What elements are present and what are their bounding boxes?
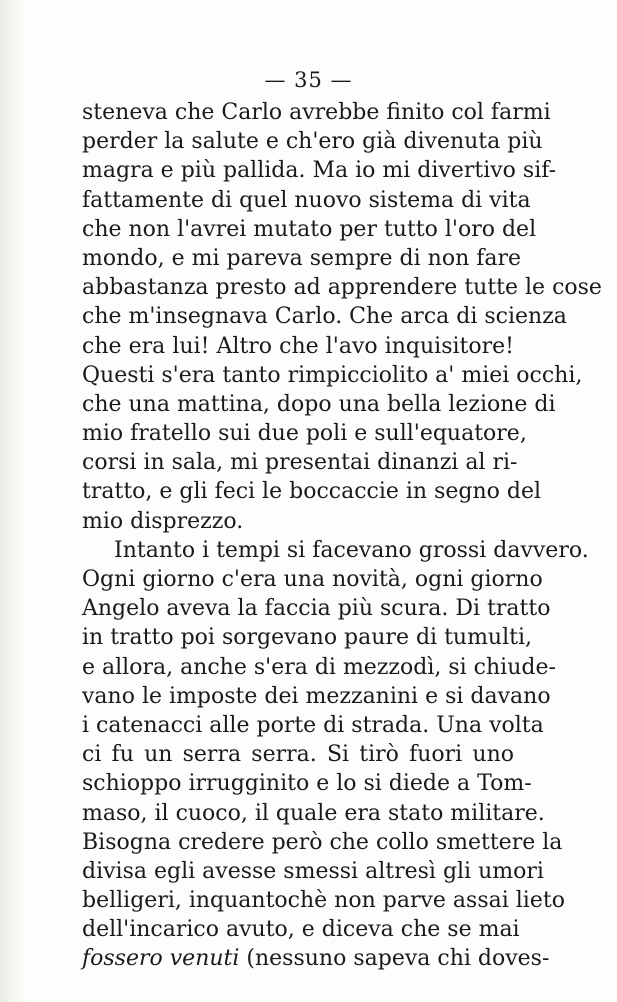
page-edge-shadow (0, 0, 26, 1002)
text-line: magra e più pallida. Ma io mi divertivo sif- (82, 158, 557, 184)
text-line: steneva che Carlo avrebbe finito col farmi (82, 100, 551, 125)
text-line: vano le imposte dei mezzanini e si davano (82, 683, 551, 709)
text-line: Angelo aveva la faccia più scura. Di tratto (82, 596, 551, 622)
text-line: schioppo irrugginito e lo si diede a Tom- (82, 771, 532, 797)
text-line: Intanto i tempi si facevano grossi davvero. (114, 537, 589, 563)
text-line: in tratto poi sorgevano paure di tumulti, (82, 625, 533, 651)
text-line: ci fu un serra serra. Si tirò fuori uno (82, 742, 514, 768)
text-line: mio fratello sui due poli e sull'equatore, (82, 421, 527, 447)
text-line: i catenacci alle porte di strada. Una volta (82, 712, 544, 738)
text-line: divisa egli avesse smessi altresì gli umori (82, 858, 544, 884)
text-line: abbastanza presto ad apprendere tutte le cose (82, 275, 602, 301)
text-line: perder la salute e ch'ero già divenuta più (82, 129, 543, 155)
text-line: Bisogna credere però che collo smettere la (82, 829, 563, 855)
text-line: che era lui! Altro che l'avo inquisitore! (82, 333, 514, 359)
text-line: belligeri, inquantochè non parve assai lieto (82, 888, 565, 914)
text-line: fattamente di quel nuovo sistema di vita (82, 187, 531, 213)
text-line: che una mattina, dopo una bella lezione di (82, 391, 556, 417)
text-line: mio disprezzo. (82, 508, 244, 534)
text-line: che non l'avrei mutato per tutto l'oro del (82, 216, 537, 242)
final-line-rest: (nessuno sapeva chi doves- (246, 946, 550, 972)
text-line: maso, il cuoco, il quale era stato militare. (82, 800, 545, 826)
text-line: e allora, anche s'era di mezzodì, si chiude- (82, 654, 556, 680)
text-line: dell'incarico avuto, e diceva che se mai (82, 917, 520, 943)
text-line-final (82, 944, 550, 973)
text-line: Ogni giorno c'era una novità, ogni giorno (82, 567, 543, 592)
body-text (82, 98, 602, 974)
text-line: corsi in sala, mi presentai dinanzi al ri- (82, 450, 518, 476)
text-line: tratto, e gli feci le boccaccie in segno del (82, 479, 542, 505)
text-line: mondo, e mi pareva sempre di non fare (82, 245, 522, 271)
text-line: Questi s'era tanto rimpicciolito a' miei occhi, (82, 362, 583, 388)
italic-phrase: fossero venuti (82, 946, 240, 972)
page-number: — 35 — (264, 68, 353, 92)
text-line: che m'insegnava Carlo. Che arca di scienza (82, 304, 567, 330)
